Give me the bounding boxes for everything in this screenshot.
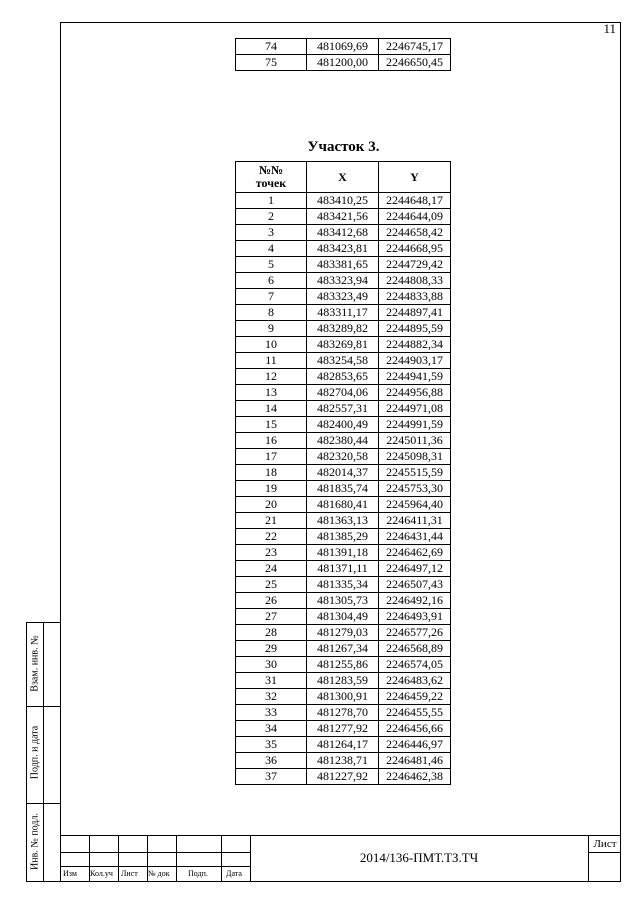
- x-cell: 481283,59: [307, 673, 379, 689]
- table-row: [236, 657, 451, 673]
- coordinates-table-body: [236, 193, 451, 785]
- table-row: [236, 609, 451, 625]
- x-cell: 481305,73: [307, 593, 379, 609]
- table-row: [236, 55, 451, 71]
- x-cell: 481267,34: [307, 641, 379, 657]
- x-cell: 482400,49: [307, 417, 379, 433]
- document-code: 2014/136-ПМТ.ТЗ.ТЧ: [359, 850, 479, 865]
- y-cell: 2244941,59: [379, 369, 451, 385]
- table-row: [236, 769, 451, 785]
- header-point-number-line2: точек: [255, 176, 287, 190]
- x-cell: 481391,18: [307, 545, 379, 561]
- y-cell: 2246481,46: [379, 753, 451, 769]
- table-row: [236, 289, 451, 305]
- y-cell: 2244895,59: [379, 321, 451, 337]
- y-cell: 2246568,89: [379, 641, 451, 657]
- continuation-table: [235, 38, 451, 71]
- y-cell: 2246497,12: [379, 561, 451, 577]
- table-row: [236, 321, 451, 337]
- table-row: [236, 305, 451, 321]
- y-cell: 2246456,66: [379, 721, 451, 737]
- y-cell: 2246411,31: [379, 513, 451, 529]
- point-number-cell: 31: [236, 673, 307, 689]
- point-number-cell: 6: [236, 273, 307, 289]
- header-y: Y: [379, 162, 451, 193]
- y-cell: 2244729,42: [379, 257, 451, 273]
- table-row: [236, 353, 451, 369]
- table-row: [236, 529, 451, 545]
- y-cell: 2246455,55: [379, 705, 451, 721]
- point-number-cell: 7: [236, 289, 307, 305]
- y-cell: 2244808,33: [379, 273, 451, 289]
- point-number-cell: 2: [236, 209, 307, 225]
- point-number-cell: 15: [236, 417, 307, 433]
- y-cell: 2244648,17: [379, 193, 451, 209]
- table-row: [236, 337, 451, 353]
- table-row: [236, 209, 451, 225]
- point-number-cell: 24: [236, 561, 307, 577]
- x-cell: 481278,70: [307, 705, 379, 721]
- point-number-cell: 27: [236, 609, 307, 625]
- table-row: [236, 465, 451, 481]
- y-cell: 2246462,38: [379, 769, 451, 785]
- y-cell: 2244991,59: [379, 417, 451, 433]
- y-cell: 2246493,91: [379, 609, 451, 625]
- stamp-podp-label: Подп. и дата: [29, 725, 41, 780]
- stamp-inv-label: Инв. № подл.: [29, 813, 41, 870]
- x-cell: 481835,74: [307, 481, 379, 497]
- table-row: [236, 401, 451, 417]
- point-number-cell: 21: [236, 513, 307, 529]
- point-number-cell: 16: [236, 433, 307, 449]
- point-number-cell: 20: [236, 497, 307, 513]
- table-row: [236, 257, 451, 273]
- point-number-cell: 30: [236, 657, 307, 673]
- y-cell: 2244644,09: [379, 209, 451, 225]
- point-number-cell: 35: [236, 737, 307, 753]
- tb-col-koluch: Кол.уч: [90, 869, 113, 878]
- table-row: [236, 241, 451, 257]
- point-number-cell: 1: [236, 193, 307, 209]
- table-row: [236, 39, 451, 55]
- table-row: [236, 561, 451, 577]
- x-cell: 481371,11: [307, 561, 379, 577]
- table-row: [236, 641, 451, 657]
- x-cell: 481069,69: [307, 39, 379, 55]
- table-row: [236, 369, 451, 385]
- header-x: X: [307, 162, 379, 193]
- point-number-cell: 26: [236, 593, 307, 609]
- point-number-cell: 19: [236, 481, 307, 497]
- point-number-cell: 33: [236, 705, 307, 721]
- tb-col-data: Дата: [226, 869, 242, 878]
- x-cell: 481385,29: [307, 529, 379, 545]
- table-row: [236, 497, 451, 513]
- y-cell: 2244882,34: [379, 337, 451, 353]
- table-row: [236, 545, 451, 561]
- x-cell: 481264,17: [307, 737, 379, 753]
- sheet-label: Лист: [593, 838, 617, 850]
- x-cell: 482557,31: [307, 401, 379, 417]
- table-header-row: [236, 162, 451, 193]
- continuation-table-body: [236, 39, 451, 71]
- table-row: [236, 577, 451, 593]
- x-cell: 483381,65: [307, 257, 379, 273]
- x-cell: 481277,92: [307, 721, 379, 737]
- x-cell: 483412,68: [307, 225, 379, 241]
- x-cell: 483410,25: [307, 193, 379, 209]
- point-number-cell: 75: [236, 55, 307, 71]
- stamp-vzam-box: [26, 622, 61, 707]
- point-number-cell: 23: [236, 545, 307, 561]
- x-cell: 482320,58: [307, 449, 379, 465]
- table-row: [236, 417, 451, 433]
- y-cell: 2245098,31: [379, 449, 451, 465]
- table-row: [236, 593, 451, 609]
- y-cell: 2246574,05: [379, 657, 451, 673]
- point-number-cell: 29: [236, 641, 307, 657]
- table-row: [236, 433, 451, 449]
- stamp-podp-box: [26, 705, 61, 804]
- y-cell: 2246483,62: [379, 673, 451, 689]
- table-row: [236, 193, 451, 209]
- x-cell: 481255,86: [307, 657, 379, 673]
- stamp-vzam-label: Взам. инв. №: [29, 635, 41, 692]
- point-number-cell: 11: [236, 353, 307, 369]
- y-cell: 2246507,43: [379, 577, 451, 593]
- point-number-cell: 36: [236, 753, 307, 769]
- point-number-cell: 13: [236, 385, 307, 401]
- y-cell: 2246745,17: [379, 39, 451, 55]
- table-row: [236, 705, 451, 721]
- x-cell: 482014,37: [307, 465, 379, 481]
- frame-bottom-border: [60, 881, 620, 882]
- x-cell: 481279,03: [307, 625, 379, 641]
- y-cell: 2245011,36: [379, 433, 451, 449]
- x-cell: 483254,58: [307, 353, 379, 369]
- y-cell: 2245515,59: [379, 465, 451, 481]
- point-number-cell: 4: [236, 241, 307, 257]
- y-cell: 2246446,97: [379, 737, 451, 753]
- section-title: Участок 3.: [307, 139, 380, 155]
- x-cell: 483289,82: [307, 321, 379, 337]
- table-row: [236, 449, 451, 465]
- table-row: [236, 385, 451, 401]
- point-number-cell: 32: [236, 689, 307, 705]
- point-number-cell: 12: [236, 369, 307, 385]
- tb-col-izm: Изм: [63, 869, 77, 878]
- point-number-cell: 34: [236, 721, 307, 737]
- tb-col-list: Лист: [121, 869, 138, 878]
- y-cell: 2246577,26: [379, 625, 451, 641]
- x-cell: 483423,81: [307, 241, 379, 257]
- y-cell: 2246462,69: [379, 545, 451, 561]
- point-number-cell: 9: [236, 321, 307, 337]
- point-number-cell: 18: [236, 465, 307, 481]
- y-cell: 2244956,88: [379, 385, 451, 401]
- y-cell: 2245964,40: [379, 497, 451, 513]
- x-cell: 483269,81: [307, 337, 379, 353]
- point-number-cell: 14: [236, 401, 307, 417]
- table-row: [236, 481, 451, 497]
- y-cell: 2244897,41: [379, 305, 451, 321]
- point-number-cell: 5: [236, 257, 307, 273]
- point-number-cell: 25: [236, 577, 307, 593]
- x-cell: 481335,34: [307, 577, 379, 593]
- x-cell: 481680,41: [307, 497, 379, 513]
- header-point-number-line1: №№: [258, 163, 284, 177]
- coordinates-table: [235, 161, 451, 785]
- table-row: [236, 753, 451, 769]
- page-number: 11: [603, 21, 616, 36]
- point-number-cell: 3: [236, 225, 307, 241]
- table-row: [236, 737, 451, 753]
- x-cell: 481200,00: [307, 55, 379, 71]
- point-number-cell: 37: [236, 769, 307, 785]
- table-row: [236, 625, 451, 641]
- header-point-number: [236, 162, 307, 193]
- y-cell: 2245753,30: [379, 481, 451, 497]
- x-cell: 481363,13: [307, 513, 379, 529]
- x-cell: 481227,92: [307, 769, 379, 785]
- stamp-inv-box: [26, 803, 61, 882]
- x-cell: 482853,65: [307, 369, 379, 385]
- y-cell: 2244833,88: [379, 289, 451, 305]
- point-number-cell: 8: [236, 305, 307, 321]
- table-row: [236, 721, 451, 737]
- x-cell: 483323,94: [307, 273, 379, 289]
- tb-col-podp: Подп.: [188, 869, 208, 878]
- point-number-cell: 17: [236, 449, 307, 465]
- y-cell: 2246492,16: [379, 593, 451, 609]
- point-number-cell: 10: [236, 337, 307, 353]
- table-row: [236, 273, 451, 289]
- point-number-cell: 22: [236, 529, 307, 545]
- frame-right-border: [620, 22, 621, 882]
- y-cell: 2244903,17: [379, 353, 451, 369]
- y-cell: 2244971,08: [379, 401, 451, 417]
- point-number-cell: 74: [236, 39, 307, 55]
- x-cell: 483311,17: [307, 305, 379, 321]
- y-cell: 2246431,44: [379, 529, 451, 545]
- x-cell: 481304,49: [307, 609, 379, 625]
- tb-col-ndok: № док: [148, 869, 170, 878]
- x-cell: 481300,91: [307, 689, 379, 705]
- x-cell: 481238,71: [307, 753, 379, 769]
- x-cell: 483421,56: [307, 209, 379, 225]
- point-number-cell: 28: [236, 625, 307, 641]
- y-cell: 2244658,42: [379, 225, 451, 241]
- y-cell: 2246650,45: [379, 55, 451, 71]
- table-row: [236, 689, 451, 705]
- table-row: [236, 225, 451, 241]
- y-cell: 2244668,95: [379, 241, 451, 257]
- x-cell: 482380,44: [307, 433, 379, 449]
- y-cell: 2246459,22: [379, 689, 451, 705]
- frame-top-border: [60, 22, 620, 23]
- x-cell: 483323,49: [307, 289, 379, 305]
- x-cell: 482704,06: [307, 385, 379, 401]
- table-row: [236, 673, 451, 689]
- table-row: [236, 513, 451, 529]
